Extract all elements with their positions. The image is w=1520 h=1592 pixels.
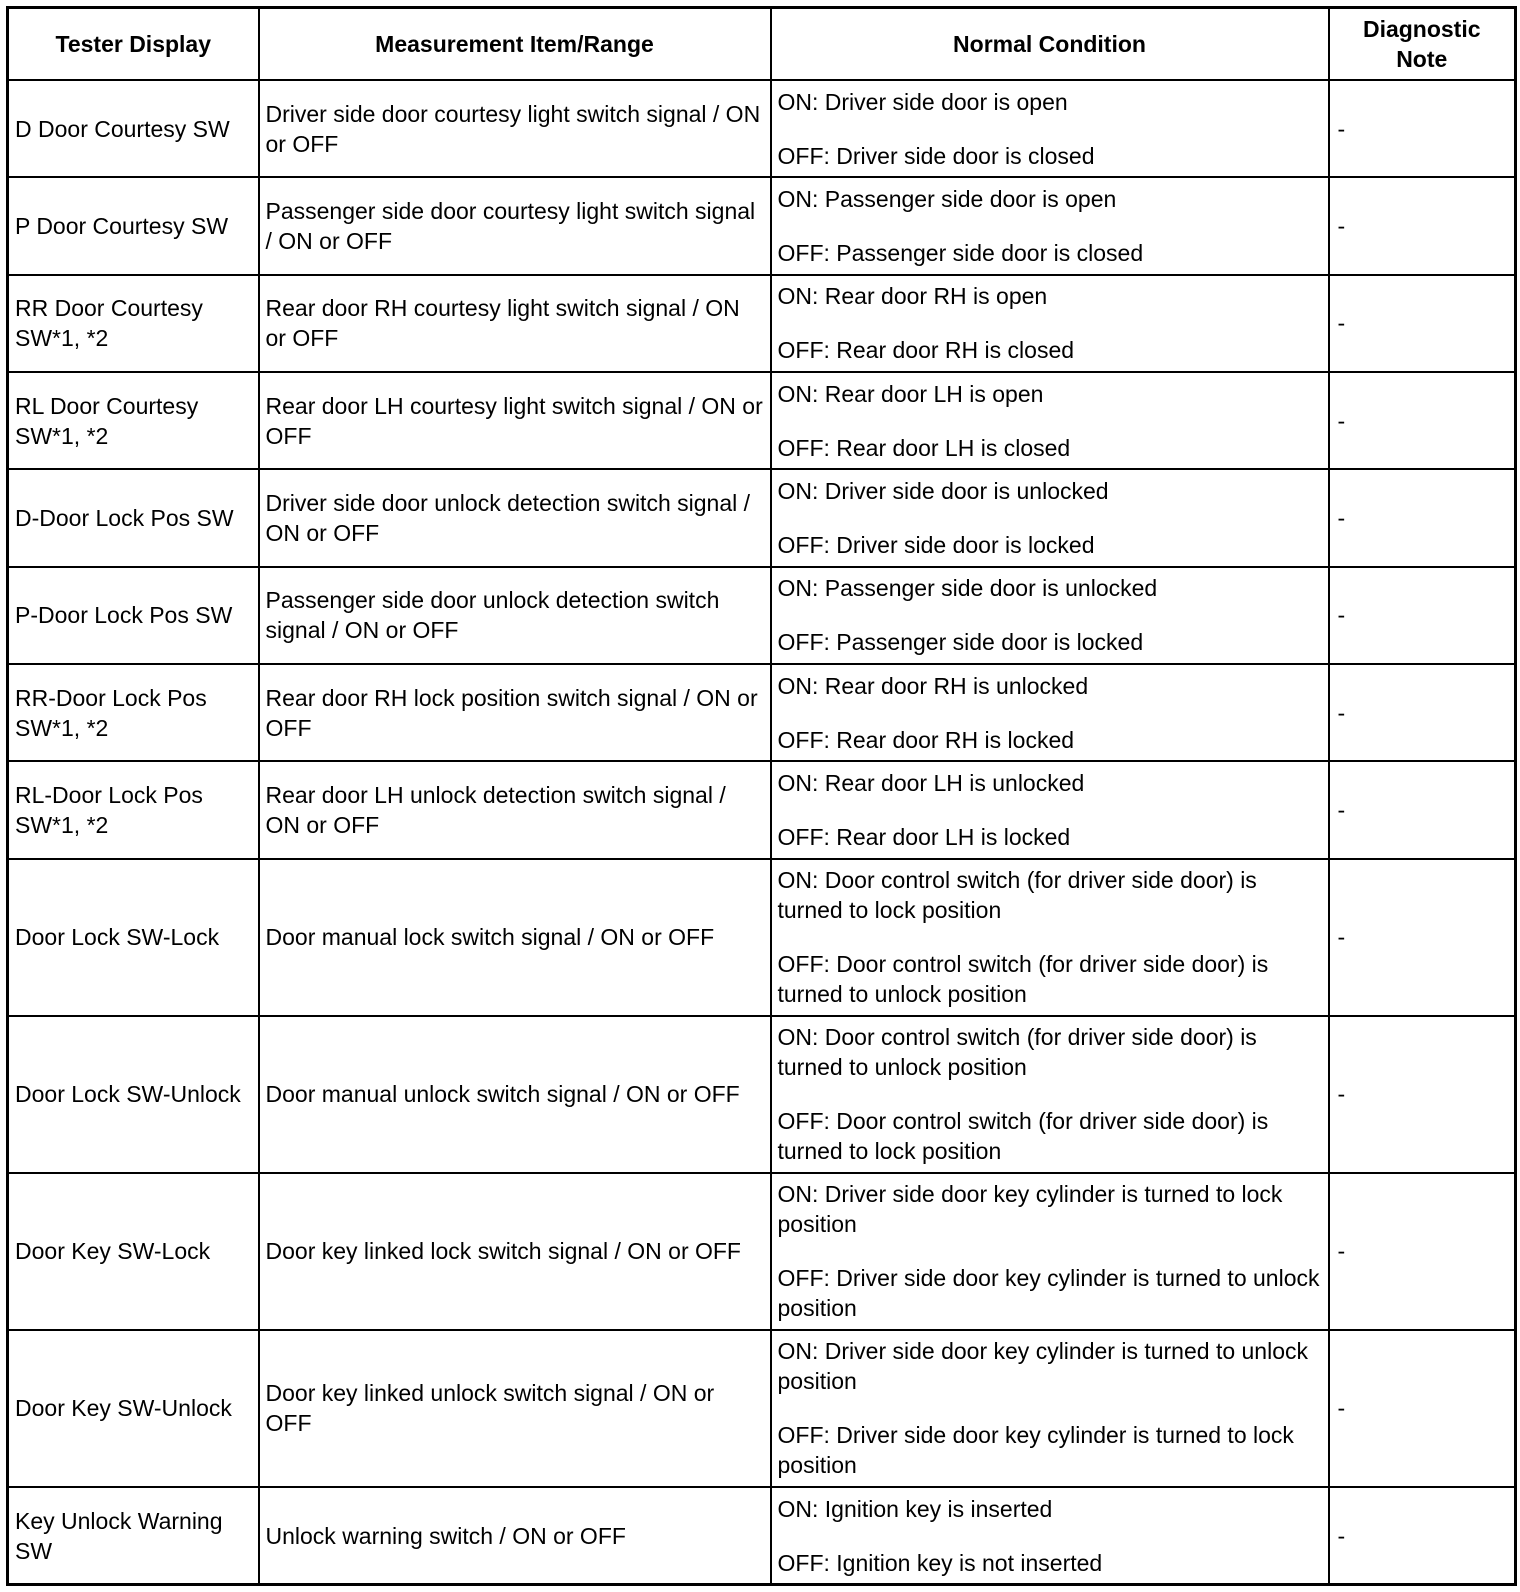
table-row — [8, 761, 1516, 858]
tester-display-cell: Door Lock SW-Unlock — [8, 1016, 259, 1173]
diagnostic-note-cell: - — [1329, 664, 1516, 761]
measurement-cell: Rear door LH unlock detection switch signal / ON or OFF — [259, 761, 771, 858]
diagnostic-note-cell: - — [1329, 1016, 1516, 1173]
tester-display-cell: RR-Door Lock Pos SW*1, *2 — [8, 664, 259, 761]
table-row — [8, 859, 1516, 1016]
measurement-cell: Rear door RH lock position switch signal / ON or OFF — [259, 664, 771, 761]
table-row — [8, 1487, 1516, 1584]
tester-display-cell: P-Door Lock Pos SW — [8, 567, 259, 664]
tester-display-cell: P Door Courtesy SW — [8, 177, 259, 274]
diagnostic-note-cell: - — [1329, 372, 1516, 469]
condition-off: OFF: Door control switch (for driver side door) is turned to unlock position — [777, 951, 1269, 1008]
measurement-cell: Unlock warning switch / ON or OFF — [259, 1487, 771, 1584]
tester-display-cell: D Door Courtesy SW — [8, 80, 259, 177]
condition-on: ON: Door control switch (for driver side door) is turned to unlock position — [777, 1024, 1257, 1081]
normal-condition-cell — [771, 275, 1329, 372]
table-row — [8, 1330, 1516, 1487]
condition-on: ON: Driver side door is open — [777, 88, 1068, 115]
header-normal-condition: Normal Condition — [771, 8, 1329, 81]
condition-on: ON: Passenger side door is unlocked — [777, 575, 1158, 602]
measurement-cell: Door key linked lock switch signal / ON or OFF — [259, 1173, 771, 1330]
tester-display-cell: RL-Door Lock Pos SW*1, *2 — [8, 761, 259, 858]
table-row — [8, 567, 1516, 664]
diagnostic-note-cell: - — [1329, 177, 1516, 274]
tester-display-cell: RL Door Courtesy SW*1, *2 — [8, 372, 259, 469]
tester-display-cell: Door Lock SW-Lock — [8, 859, 259, 1016]
condition-off: OFF: Driver side door is closed — [777, 142, 1095, 169]
table-row — [8, 177, 1516, 274]
tester-display-cell: Door Key SW-Lock — [8, 1173, 259, 1330]
normal-condition-cell — [771, 469, 1329, 566]
normal-condition-cell — [771, 80, 1329, 177]
condition-on: ON: Rear door LH is unlocked — [777, 769, 1085, 796]
measurement-cell: Rear door RH courtesy light switch signal / ON or OFF — [259, 275, 771, 372]
header-row — [8, 8, 1516, 81]
tester-display-cell: Key Unlock Warning SW — [8, 1487, 259, 1584]
table-row — [8, 664, 1516, 761]
measurement-cell: Passenger side door unlock detection switch signal / ON or OFF — [259, 567, 771, 664]
diagnostic-note-cell: - — [1329, 859, 1516, 1016]
diagnostic-note-cell: - — [1329, 1487, 1516, 1584]
header-tester-display: Tester Display — [8, 8, 259, 81]
condition-off: OFF: Driver side door key cylinder is turned to unlock position — [777, 1265, 1320, 1322]
condition-off: OFF: Rear door RH is locked — [777, 726, 1075, 753]
measurement-cell: Driver side door unlock detection switch signal / ON or OFF — [259, 469, 771, 566]
condition-off: OFF: Ignition key is not inserted — [777, 1549, 1103, 1576]
condition-off: OFF: Rear door LH is locked — [777, 823, 1071, 850]
condition-off: OFF: Driver side door key cylinder is turned to lock position — [777, 1422, 1294, 1479]
condition-on: ON: Rear door RH is unlocked — [777, 672, 1089, 699]
normal-condition-cell — [771, 567, 1329, 664]
measurement-cell: Driver side door courtesy light switch signal / ON or OFF — [259, 80, 771, 177]
condition-on: ON: Rear door RH is open — [777, 283, 1048, 310]
measurement-cell: Door manual unlock switch signal / ON or OFF — [259, 1016, 771, 1173]
tester-display-cell: Door Key SW-Unlock — [8, 1330, 259, 1487]
condition-on: ON: Driver side door key cylinder is turned to unlock position — [777, 1338, 1308, 1395]
condition-on: ON: Door control switch (for driver side door) is turned to lock position — [777, 867, 1257, 924]
condition-off: OFF: Passenger side door is locked — [777, 629, 1144, 656]
diagnostic-note-cell: - — [1329, 80, 1516, 177]
header-diagnostic-note: Diagnostic Note — [1329, 8, 1516, 81]
diagnostic-note-cell: - — [1329, 761, 1516, 858]
normal-condition-cell — [771, 177, 1329, 274]
diagnostic-note-cell: - — [1329, 567, 1516, 664]
condition-on: ON: Passenger side door is open — [777, 185, 1117, 212]
normal-condition-cell — [771, 1173, 1329, 1330]
condition-off: OFF: Rear door RH is closed — [777, 337, 1075, 364]
normal-condition-cell — [771, 1330, 1329, 1487]
measurement-cell: Rear door LH courtesy light switch signal / ON or OFF — [259, 372, 771, 469]
condition-on: ON: Driver side door key cylinder is turned to lock position — [777, 1181, 1283, 1238]
table-row — [8, 469, 1516, 566]
diagnostic-note-cell: - — [1329, 275, 1516, 372]
normal-condition-cell — [771, 1016, 1329, 1173]
header-measurement: Measurement Item/Range — [259, 8, 771, 81]
diagnostic-note-cell: - — [1329, 469, 1516, 566]
table-row — [8, 80, 1516, 177]
measurement-cell: Door manual lock switch signal / ON or OFF — [259, 859, 771, 1016]
table-row — [8, 275, 1516, 372]
tester-display-cell: RR Door Courtesy SW*1, *2 — [8, 275, 259, 372]
diagnostic-note-cell: - — [1329, 1330, 1516, 1487]
table-row — [8, 372, 1516, 469]
table-row — [8, 1016, 1516, 1173]
tester-display-cell: D-Door Lock Pos SW — [8, 469, 259, 566]
diagnostic-note-cell: - — [1329, 1173, 1516, 1330]
measurement-cell: Passenger side door courtesy light switch signal / ON or OFF — [259, 177, 771, 274]
normal-condition-cell — [771, 761, 1329, 858]
condition-off: OFF: Passenger side door is closed — [777, 239, 1144, 266]
condition-on: ON: Driver side door is unlocked — [777, 477, 1109, 504]
condition-on: ON: Rear door LH is open — [777, 380, 1044, 407]
measurement-cell: Door key linked unlock switch signal / ON or OFF — [259, 1330, 771, 1487]
data-list-table — [6, 6, 1517, 1586]
condition-off: OFF: Rear door LH is closed — [777, 434, 1071, 461]
table-row — [8, 1173, 1516, 1330]
condition-on: ON: Ignition key is inserted — [777, 1495, 1053, 1522]
normal-condition-cell — [771, 372, 1329, 469]
condition-off: OFF: Driver side door is locked — [777, 531, 1095, 558]
normal-condition-cell — [771, 1487, 1329, 1584]
normal-condition-cell — [771, 664, 1329, 761]
normal-condition-cell — [771, 859, 1329, 1016]
condition-off: OFF: Door control switch (for driver side door) is turned to lock position — [777, 1108, 1269, 1165]
